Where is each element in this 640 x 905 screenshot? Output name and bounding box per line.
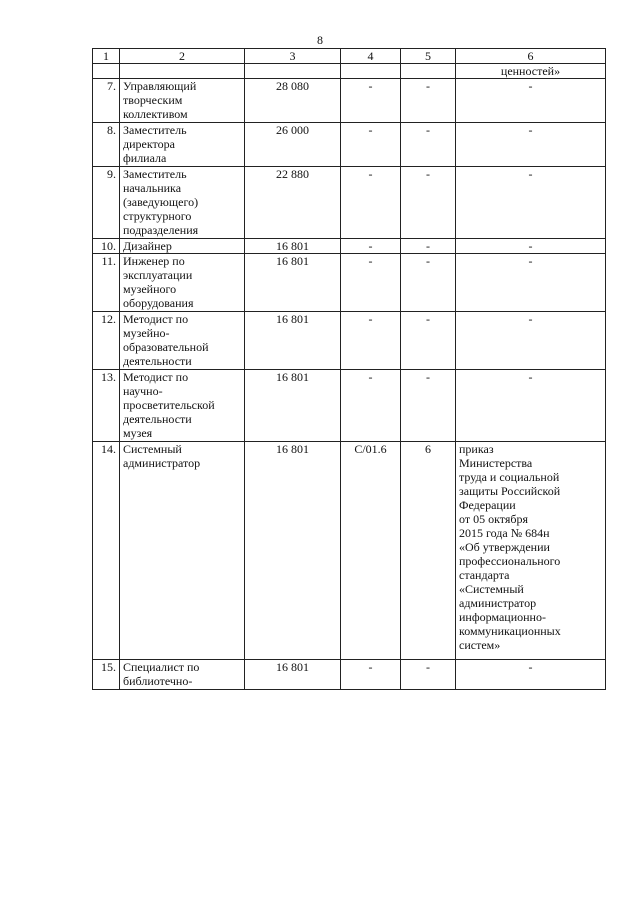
table-row [93, 660, 606, 690]
staff-positions-table [92, 48, 606, 690]
qualification-level-cell-text: - [426, 123, 430, 137]
row-number-cell [93, 167, 120, 239]
header-cell-3: 3 [245, 49, 341, 64]
professional-standard-cell-text: - [528, 239, 533, 253]
header-cell-6: 6 [456, 49, 606, 64]
qualification-level-cell [401, 167, 456, 239]
function-code-cell-text: - [368, 167, 373, 181]
header-cell-2: 2 [120, 49, 245, 64]
function-code-cell [341, 239, 401, 254]
qualification-level-cell [401, 660, 456, 690]
salary-cell [245, 167, 341, 239]
qualification-level-cell-text: - [426, 660, 430, 674]
header-cell-1: 1 [93, 49, 120, 64]
qualification-level-cell-text: - [426, 167, 430, 181]
professional-standard-cell-text: - [528, 660, 533, 674]
qualification-level-cell-text: - [426, 370, 430, 384]
function-code-cell [341, 254, 401, 312]
table-header-row [93, 49, 606, 64]
salary-cell [245, 123, 341, 167]
professional-standard-cell-text: - [528, 370, 533, 384]
row-number-cell [93, 442, 120, 660]
professional-standard-cell [456, 370, 606, 442]
salary-cell [245, 239, 341, 254]
professional-standard-cell [456, 660, 606, 690]
qualification-level-cell [401, 442, 456, 660]
row-number-cell-text: 14. [101, 442, 116, 456]
professional-standard-cell-text: - [528, 79, 533, 93]
position-name-cell-text: Специалист по библиотечно- [123, 660, 200, 688]
function-code-cell [341, 442, 401, 660]
salary-cell-text: 16 801 [276, 254, 309, 268]
table-row [93, 167, 606, 239]
row-number-cell [93, 660, 120, 690]
qualification-level-cell [401, 123, 456, 167]
salary-cell [245, 660, 341, 690]
header-cell-5: 5 [401, 49, 456, 64]
function-code-cell [341, 370, 401, 442]
continuation-cell-3 [245, 64, 341, 79]
function-code-cell [341, 167, 401, 239]
professional-standard-cell [456, 167, 606, 239]
qualification-level-cell-text: 6 [425, 442, 431, 456]
professional-standard-cell [456, 312, 606, 370]
row-number-cell [93, 239, 120, 254]
salary-cell [245, 370, 341, 442]
professional-standard-cell-text: - [528, 167, 533, 181]
salary-cell-text: 16 801 [276, 239, 309, 253]
professional-standard-cell-text: - [528, 254, 533, 268]
position-name-cell [120, 79, 245, 123]
continuation-row [93, 64, 606, 79]
table-row [93, 312, 606, 370]
row-number-cell-text: 15. [101, 660, 116, 674]
table-row [93, 254, 606, 312]
row-number-cell-text: 8. [107, 123, 116, 137]
position-name-cell [120, 370, 245, 442]
function-code-cell-text: - [368, 79, 373, 93]
position-name-cell [120, 123, 245, 167]
qualification-level-cell [401, 79, 456, 123]
professional-standard-cell [456, 79, 606, 123]
position-name-cell-text: Методист по научно- просветительской деятельности музея [123, 370, 215, 440]
function-code-cell [341, 660, 401, 690]
professional-standard-cell [456, 442, 606, 660]
qualification-level-cell [401, 312, 456, 370]
salary-cell [245, 79, 341, 123]
qualification-level-cell [401, 239, 456, 254]
position-name-cell-text: Заместитель директора филиала [123, 123, 187, 165]
salary-cell [245, 254, 341, 312]
salary-cell-text: 16 801 [276, 370, 309, 384]
function-code-cell-text: - [368, 239, 373, 253]
function-code-cell [341, 123, 401, 167]
continuation-cell-4 [341, 64, 401, 79]
salary-cell-text: 16 801 [276, 312, 309, 326]
function-code-cell [341, 79, 401, 123]
function-code-cell-text: - [368, 660, 373, 674]
professional-standard-cell [456, 239, 606, 254]
header-cell-4: 4 [341, 49, 401, 64]
salary-cell-text: 28 080 [276, 79, 309, 93]
qualification-level-cell [401, 254, 456, 312]
professional-standard-cell [456, 254, 606, 312]
row-number-cell [93, 370, 120, 442]
continuation-text: ценностей» [500, 64, 561, 78]
position-name-cell [120, 167, 245, 239]
row-number-cell [93, 123, 120, 167]
table-row [93, 123, 606, 167]
salary-cell-text: 16 801 [276, 442, 309, 456]
salary-cell [245, 312, 341, 370]
qualification-level-cell-text: - [426, 239, 430, 253]
row-number-cell-text: 9. [107, 167, 116, 181]
row-number-cell [93, 254, 120, 312]
function-code-cell-text: - [368, 312, 373, 326]
table-row [93, 79, 606, 123]
table-row [93, 239, 606, 254]
row-number-cell-text: 13. [101, 370, 116, 384]
position-name-cell [120, 660, 245, 690]
qualification-level-cell [401, 370, 456, 442]
position-name-cell-text: Заместитель начальника (заведующего) структурного подразделения [123, 167, 199, 237]
position-name-cell [120, 254, 245, 312]
salary-cell-text: 22 880 [276, 167, 309, 181]
row-number-cell [93, 312, 120, 370]
professional-standard-cell-text: приказ Министерства труда и социальной защиты Российской Федерации от 05 октября 2015 года № 684н «Об утверждении профессионального стандарта «Системный администратор информационно- коммуникационных систем» [459, 442, 561, 652]
position-name-cell-text: Управляющий творческим коллективом [123, 79, 197, 121]
position-name-cell [120, 239, 245, 254]
function-code-cell-text: - [368, 254, 373, 268]
position-name-cell-text: Инженер по эксплуатации музейного оборудования [123, 254, 194, 310]
row-number-cell [93, 79, 120, 123]
position-name-cell-text: Методист по музейно- образовательной деятельности [123, 312, 209, 368]
professional-standard-cell-text: - [528, 312, 533, 326]
position-name-cell-text: Системный администратор [123, 442, 201, 470]
qualification-level-cell-text: - [426, 254, 430, 268]
row-number-cell-text: 12. [101, 312, 116, 326]
professional-standard-cell [456, 123, 606, 167]
salary-cell [245, 442, 341, 660]
professional-standard-cell-text: - [528, 123, 533, 137]
function-code-cell-text: С/01.6 [354, 442, 387, 456]
function-code-cell-text: - [368, 370, 373, 384]
table-row [93, 442, 606, 660]
continuation-cell-6 [456, 64, 606, 79]
salary-cell-text: 26 000 [276, 123, 309, 137]
position-name-cell-text: Дизайнер [123, 239, 172, 253]
qualification-level-cell-text: - [426, 79, 430, 93]
row-number-cell-text: 10. [101, 239, 116, 253]
row-number-cell-text: 7. [107, 79, 116, 93]
position-name-cell [120, 442, 245, 660]
continuation-cell-2 [120, 64, 245, 79]
salary-cell-text: 16 801 [276, 660, 309, 674]
function-code-cell [341, 312, 401, 370]
table-row [93, 370, 606, 442]
continuation-cell-5 [401, 64, 456, 79]
continuation-cell-1 [93, 64, 120, 79]
row-number-cell-text: 11. [101, 254, 116, 268]
qualification-level-cell-text: - [426, 312, 430, 326]
position-name-cell [120, 312, 245, 370]
function-code-cell-text: - [368, 123, 373, 137]
page-number: 8 [317, 33, 323, 47]
